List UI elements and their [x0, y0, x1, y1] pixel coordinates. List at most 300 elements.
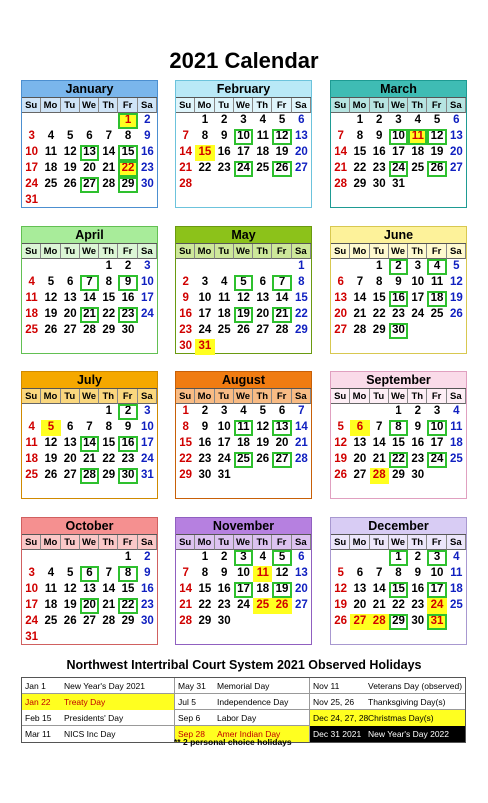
- day-cell: 9: [414, 567, 421, 579]
- day-cell: 27: [63, 324, 77, 336]
- day-cell: 4: [259, 114, 266, 126]
- day-cell: 25: [256, 162, 270, 174]
- holiday-date: Sep 6: [178, 713, 201, 723]
- day-cell: 4: [28, 276, 35, 288]
- day-cell: 18: [44, 162, 58, 174]
- day-cell: 12: [272, 129, 291, 145]
- day-cell: 11: [234, 420, 253, 436]
- month-name: October: [22, 518, 157, 535]
- weekday-header: Mo: [41, 244, 60, 259]
- holiday-cell: [22, 694, 175, 710]
- day-cell: 9: [124, 421, 132, 433]
- day-cell: 29: [389, 614, 408, 630]
- day-cell: 8: [182, 421, 189, 433]
- day-cell: 25: [217, 324, 231, 336]
- day-cell: 27: [83, 615, 96, 627]
- day-cell: 28: [102, 178, 116, 190]
- day-cell: 29: [372, 324, 386, 336]
- day-cell: 19: [272, 582, 291, 598]
- weekday-header: We: [80, 244, 99, 259]
- day-cell: 15: [372, 292, 386, 304]
- day-cell: 3: [240, 114, 247, 126]
- day-cell: 20: [63, 308, 77, 320]
- month-name: November: [176, 518, 311, 535]
- day-cell: 20: [63, 453, 77, 465]
- day-cell: 6: [337, 276, 344, 288]
- day-cell: 22: [198, 599, 212, 611]
- day-cell: 18: [449, 583, 463, 595]
- day-cell: 16: [411, 583, 425, 595]
- day-cell: 24: [427, 452, 446, 468]
- weekday-header: Su: [176, 98, 195, 113]
- day-cell: 15: [294, 292, 308, 304]
- day-cell: 12: [334, 437, 348, 449]
- day-cell: 24: [237, 599, 250, 611]
- day-cell: 18: [237, 437, 250, 449]
- day-cell: 16: [179, 308, 193, 320]
- day-cell: 22: [389, 452, 408, 468]
- day-cell: 6: [80, 566, 99, 582]
- day-cell: 9: [221, 567, 228, 579]
- day-cell: 24: [198, 324, 212, 336]
- day-cell: 22: [118, 598, 137, 614]
- day-cell: 5: [47, 276, 55, 288]
- day-cell: 28: [102, 615, 116, 627]
- day-cell: 9: [182, 292, 189, 304]
- day-cell: 2: [144, 551, 151, 563]
- day-cell: 19: [334, 453, 348, 465]
- day-cell: 3: [28, 567, 35, 579]
- day-cell: 25: [449, 453, 463, 465]
- weekday-header: Tu: [215, 389, 234, 404]
- day-cell: 18: [256, 583, 270, 595]
- day-cell: 10: [198, 292, 212, 304]
- day-cell: 26: [272, 598, 291, 614]
- day-cell: 2: [124, 260, 132, 272]
- day-cell: 25: [253, 598, 272, 614]
- day-cell: 11: [25, 292, 38, 304]
- day-cell: 10: [427, 420, 446, 436]
- day-cell: 14: [334, 146, 348, 158]
- weekday-header: Th: [408, 244, 427, 259]
- empty-cell: [350, 259, 369, 275]
- day-cell: 3: [144, 405, 151, 417]
- holiday-cell: [22, 710, 175, 726]
- weekday-header: Su: [331, 244, 350, 259]
- month-february: [175, 80, 312, 208]
- day-cell: 31: [25, 631, 39, 643]
- month-name: August: [176, 372, 311, 389]
- day-cell: 6: [259, 276, 266, 288]
- day-cell: 18: [427, 291, 446, 307]
- day-cell: 21: [372, 599, 386, 611]
- day-cell: 19: [334, 599, 348, 611]
- holiday-date: Feb 15: [25, 713, 52, 723]
- holiday-cell: [175, 694, 310, 710]
- day-cell: 22: [392, 599, 405, 611]
- weekday-header: Sa: [292, 389, 311, 404]
- day-cell: 15: [392, 437, 405, 449]
- weekday-header: Fr: [272, 535, 291, 550]
- day-cell: 12: [334, 583, 348, 595]
- day-cell: 7: [86, 421, 93, 433]
- day-cell: 18: [256, 146, 270, 158]
- day-cell: 29: [198, 615, 212, 627]
- day-cell: 11: [218, 292, 231, 304]
- weekday-header: Mo: [350, 389, 369, 404]
- page-title: 2021 Calendar: [169, 48, 319, 73]
- empty-cell: [22, 113, 41, 129]
- day-cell: 17: [25, 599, 39, 611]
- day-cell: 20: [275, 437, 289, 449]
- month-august: [175, 371, 312, 499]
- weekday-header: Fr: [118, 98, 137, 113]
- weekday-header: We: [234, 389, 253, 404]
- day-cell: 26: [63, 615, 77, 627]
- empty-cell: [331, 113, 350, 129]
- day-cell: 13: [449, 130, 463, 142]
- holiday-name: NICS Inc Day: [64, 729, 116, 739]
- day-cell: 7: [80, 275, 99, 291]
- empty-cell: [195, 259, 214, 275]
- weekday-header: We: [389, 98, 408, 113]
- weekday-header: Mo: [350, 244, 369, 259]
- empty-cell: [61, 113, 80, 129]
- day-cell: 8: [376, 276, 383, 288]
- day-cell: 24: [427, 598, 446, 614]
- weekday-header: We: [389, 244, 408, 259]
- day-cell: 17: [427, 582, 446, 598]
- day-cell: 9: [414, 421, 421, 433]
- day-cell: 11: [25, 437, 38, 449]
- day-cell: 28: [275, 324, 289, 336]
- holiday-name: Presidents' Day: [64, 713, 124, 723]
- weekday-header: Fr: [272, 98, 291, 113]
- day-cell: 20: [353, 599, 367, 611]
- empty-cell: [80, 404, 99, 420]
- day-cell: 10: [234, 129, 253, 145]
- day-cell: 20: [294, 583, 308, 595]
- weekday-header: Su: [22, 389, 41, 404]
- day-cell: 11: [253, 566, 272, 582]
- day-cell: 27: [449, 162, 463, 174]
- weekday-header: Fr: [118, 535, 137, 550]
- day-cell: 29: [118, 177, 137, 193]
- day-cell: 14: [294, 421, 308, 433]
- weekday-header: Su: [331, 389, 350, 404]
- day-cell: 13: [83, 583, 96, 595]
- weekday-header: We: [80, 389, 99, 404]
- day-cell: 28: [370, 468, 389, 484]
- weekday-header: Sa: [292, 535, 311, 550]
- day-cell: 4: [453, 405, 460, 417]
- day-cell: 24: [389, 161, 408, 177]
- day-cell: 25: [44, 178, 58, 190]
- day-cell: 4: [427, 259, 446, 275]
- day-cell: 10: [217, 421, 231, 433]
- day-cell: 4: [28, 421, 35, 433]
- day-cell: 5: [433, 114, 441, 126]
- empty-cell: [61, 259, 80, 275]
- day-cell: 27: [350, 614, 369, 630]
- day-cell: 21: [334, 162, 348, 174]
- day-cell: 1: [376, 260, 383, 272]
- day-cell: 7: [356, 276, 364, 288]
- day-cell: 4: [453, 551, 460, 563]
- day-cell: 8: [298, 276, 305, 288]
- day-cell: 11: [408, 129, 427, 145]
- holiday-date: Jul 5: [178, 697, 196, 707]
- empty-cell: [41, 259, 60, 275]
- day-cell: 15: [102, 292, 116, 304]
- day-cell: 31: [25, 194, 39, 206]
- day-cell: 15: [102, 437, 116, 449]
- day-cell: 9: [395, 276, 402, 288]
- day-cell: 7: [105, 567, 112, 579]
- day-cell: 2: [376, 114, 383, 126]
- day-cell: 11: [44, 583, 57, 595]
- day-cell: 22: [102, 453, 116, 465]
- day-cell: 17: [140, 437, 154, 449]
- day-cell: 13: [80, 145, 99, 161]
- weekday-header: Th: [99, 389, 118, 404]
- weekday-header: We: [234, 244, 253, 259]
- day-cell: 27: [80, 177, 99, 193]
- day-cell: 31: [427, 614, 446, 630]
- month-name: May: [176, 227, 311, 244]
- empty-cell: [99, 113, 118, 129]
- weekday-header: Su: [22, 535, 41, 550]
- day-cell: 16: [198, 437, 212, 449]
- month-name: June: [331, 227, 466, 244]
- day-cell: 29: [392, 469, 405, 481]
- day-cell: 14: [372, 437, 386, 449]
- day-cell: 13: [256, 292, 270, 304]
- day-cell: 22: [372, 308, 386, 320]
- day-cell: 8: [389, 420, 408, 436]
- day-cell: 2: [414, 551, 421, 563]
- day-cell: 23: [140, 162, 154, 174]
- day-cell: 5: [272, 550, 291, 566]
- month-name: January: [22, 81, 157, 98]
- day-cell: 7: [105, 130, 112, 142]
- day-cell: 15: [118, 145, 137, 161]
- holiday-name: Thanksgiving Day(s): [368, 697, 446, 707]
- day-cell: 1: [395, 405, 402, 417]
- day-cell: 6: [350, 420, 369, 436]
- day-cell: 8: [201, 130, 209, 142]
- day-cell: 12: [237, 292, 250, 304]
- day-cell: 21: [83, 453, 96, 465]
- day-cell: 9: [376, 130, 383, 142]
- day-cell: 28: [179, 615, 193, 627]
- day-cell: 14: [179, 146, 193, 158]
- empty-cell: [80, 550, 99, 566]
- weekday-header: Mo: [195, 98, 214, 113]
- holiday-name: New Year's Day 2021: [64, 681, 146, 691]
- month-march: [330, 80, 467, 208]
- day-cell: 19: [44, 308, 58, 320]
- holiday-cell: [22, 726, 175, 742]
- day-cell: 30: [372, 178, 386, 190]
- day-cell: 23: [411, 453, 425, 465]
- month-name: April: [22, 227, 157, 244]
- day-cell: 1: [356, 114, 364, 126]
- day-cell: 14: [102, 146, 116, 158]
- day-cell: 29: [102, 324, 116, 336]
- weekday-header: Sa: [447, 535, 466, 550]
- day-cell: 10: [25, 146, 39, 158]
- day-cell: 31: [217, 469, 231, 481]
- day-cell: 21: [179, 599, 193, 611]
- empty-cell: [22, 259, 41, 275]
- month-january: [21, 80, 158, 208]
- day-cell: 11: [256, 130, 269, 142]
- empty-cell: [176, 113, 195, 129]
- day-cell: 29: [121, 615, 135, 627]
- empty-cell: [215, 259, 234, 275]
- day-cell: 22: [118, 161, 137, 177]
- day-cell: 3: [234, 550, 253, 566]
- day-cell: 12: [427, 129, 446, 145]
- day-cell: 20: [80, 598, 99, 614]
- day-cell: 9: [201, 421, 209, 433]
- day-cell: 17: [25, 162, 39, 174]
- day-cell: 12: [44, 437, 58, 449]
- day-cell: 10: [430, 567, 444, 579]
- day-cell: 19: [256, 437, 270, 449]
- day-cell: 6: [67, 276, 74, 288]
- weekday-header: We: [389, 535, 408, 550]
- day-cell: 16: [372, 146, 386, 158]
- day-cell: 4: [259, 551, 266, 563]
- day-cell: 15: [198, 583, 212, 595]
- day-cell: 24: [25, 615, 39, 627]
- day-cell: 24: [140, 308, 154, 320]
- day-cell: 16: [140, 146, 154, 158]
- weekday-header: Th: [253, 535, 272, 550]
- weekday-header: Tu: [370, 535, 389, 550]
- day-cell: 7: [182, 130, 189, 142]
- day-cell: 20: [449, 146, 463, 158]
- weekday-header: Fr: [427, 244, 446, 259]
- day-cell: 11: [450, 421, 463, 433]
- day-cell: 20: [353, 453, 367, 465]
- month-name: December: [331, 518, 466, 535]
- weekday-header: Mo: [350, 535, 369, 550]
- day-cell: 15: [121, 583, 135, 595]
- weekday-header: Tu: [61, 389, 80, 404]
- holiday-row: [22, 694, 465, 710]
- day-cell: 23: [179, 324, 193, 336]
- day-cell: 18: [411, 146, 425, 158]
- day-cell: 25: [234, 452, 253, 468]
- day-cell: 3: [221, 405, 228, 417]
- day-cell: 1: [201, 551, 209, 563]
- day-cell: 27: [294, 162, 308, 174]
- day-cell: 28: [353, 324, 367, 336]
- day-cell: 14: [372, 583, 386, 595]
- day-cell: 17: [234, 582, 253, 598]
- month-december: [330, 517, 467, 645]
- day-cell: 19: [449, 292, 463, 304]
- day-cell: 4: [47, 567, 55, 579]
- day-cell: 16: [389, 291, 408, 307]
- day-cell: 3: [395, 114, 402, 126]
- holiday-cell: [310, 710, 465, 726]
- holiday-cell: [310, 678, 465, 694]
- day-cell: 20: [83, 162, 96, 174]
- weekday-header: Tu: [215, 98, 234, 113]
- holiday-date: Sep 28: [178, 729, 205, 739]
- empty-cell: [176, 259, 195, 275]
- day-cell: 3: [144, 260, 151, 272]
- holiday-date: Nov 11: [313, 681, 340, 691]
- day-cell: 13: [272, 420, 291, 436]
- day-cell: 27: [272, 452, 291, 468]
- day-cell: 14: [83, 292, 96, 304]
- empty-cell: [61, 550, 80, 566]
- weekday-header: We: [234, 98, 253, 113]
- day-cell: 5: [67, 130, 74, 142]
- day-cell: 27: [63, 469, 77, 481]
- day-cell: 4: [414, 114, 421, 126]
- day-cell: 25: [44, 615, 58, 627]
- day-cell: 30: [140, 178, 154, 190]
- day-cell: 30: [121, 324, 135, 336]
- empty-cell: [370, 550, 389, 566]
- day-cell: 26: [272, 161, 291, 177]
- day-cell: 9: [118, 275, 137, 291]
- day-cell: 21: [179, 162, 193, 174]
- day-cell: 5: [278, 114, 286, 126]
- day-cell: 7: [298, 405, 305, 417]
- day-cell: 14: [353, 292, 367, 304]
- empty-cell: [350, 404, 369, 420]
- day-cell: 12: [256, 421, 270, 433]
- day-cell: 6: [453, 114, 460, 126]
- footnote: ** 2 personal choice holidays: [174, 737, 292, 747]
- weekday-header: Tu: [370, 244, 389, 259]
- weekday-header: Fr: [118, 389, 137, 404]
- day-cell: 30: [411, 469, 425, 481]
- day-cell: 26: [334, 615, 348, 627]
- day-cell: 11: [44, 146, 57, 158]
- day-cell: 30: [140, 615, 154, 627]
- day-cell: 3: [28, 130, 35, 142]
- weekday-header: Fr: [272, 389, 291, 404]
- weekday-header: We: [389, 389, 408, 404]
- day-cell: 1: [105, 260, 112, 272]
- weekday-header: Sa: [292, 244, 311, 259]
- day-cell: 3: [414, 260, 421, 272]
- day-cell: 1: [118, 113, 137, 129]
- empty-cell: [41, 113, 60, 129]
- day-cell: 26: [427, 161, 446, 177]
- weekday-header: Tu: [61, 98, 80, 113]
- day-cell: 20: [256, 308, 270, 320]
- holiday-cell: [310, 694, 465, 710]
- day-cell: 2: [221, 114, 228, 126]
- holiday-name: Christmas Day(s): [368, 713, 434, 723]
- day-cell: 21: [294, 437, 308, 449]
- weekday-header: Su: [331, 98, 350, 113]
- day-cell: 3: [201, 276, 209, 288]
- day-cell: 9: [144, 130, 151, 142]
- weekday-header: We: [234, 535, 253, 550]
- day-cell: 19: [63, 162, 77, 174]
- day-cell: 4: [47, 130, 55, 142]
